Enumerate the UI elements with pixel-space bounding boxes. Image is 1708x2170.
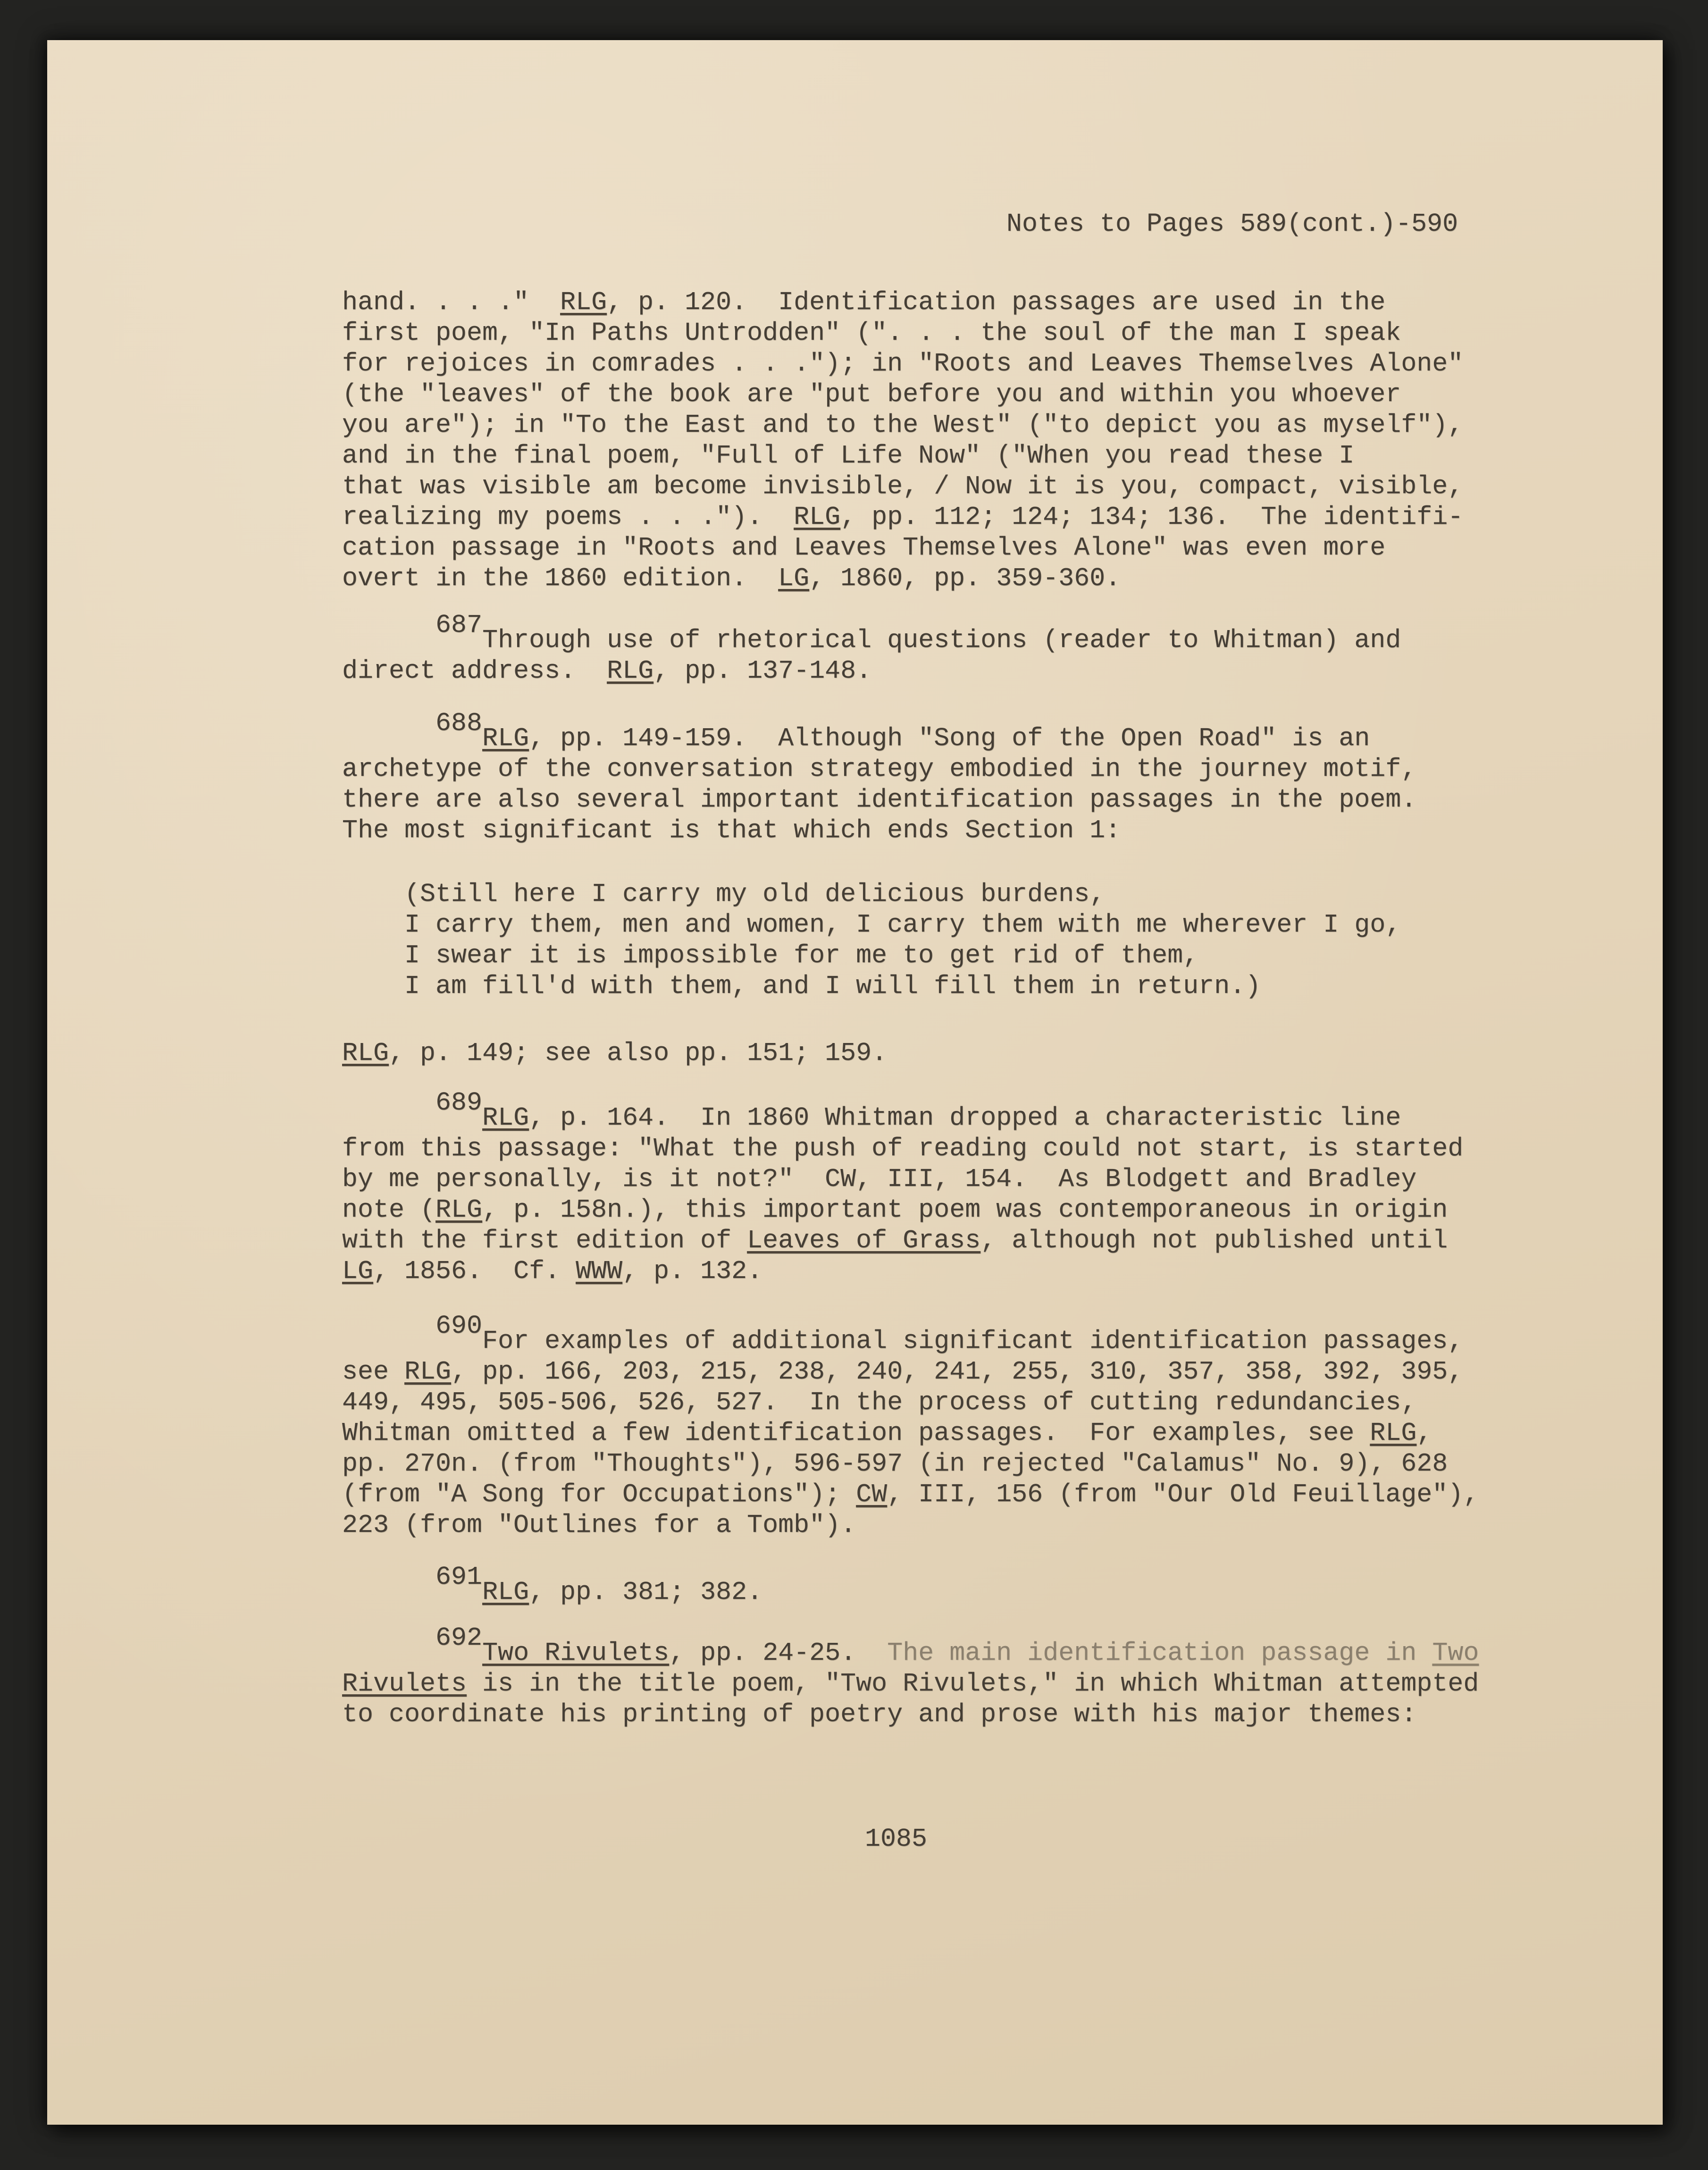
text-line	[342, 410, 1463, 440]
text-segment: for rejoices in comrades . . ."); in "Roots and Leaves Themselves Alone"	[342, 349, 1464, 378]
text-segment: , 1860, pp. 359-360.	[809, 564, 1121, 593]
text-line	[342, 971, 1401, 1001]
text-segment: overt in the 1860 edition.	[342, 564, 779, 593]
underlined-title: Leaves of Grass	[747, 1226, 981, 1255]
text-segment	[342, 1103, 435, 1133]
text-segment: Whitman omitted a few identification passages. For examples, see	[342, 1418, 1370, 1448]
text-segment: hand. . . ."	[342, 287, 561, 317]
text-segment: you are"); in "To the East and to the West" ("to depict you as myself"),	[342, 410, 1464, 440]
text-line	[342, 348, 1463, 379]
text-segment: , pp. 24-25.	[669, 1638, 887, 1668]
text-segment: archetype of the conversation strategy embodied in the journey motif,	[342, 754, 1417, 784]
text-segment: , pp. 166, 203, 215, 238, 240, 241, 255, 310, 357, 358, 392, 395,	[451, 1357, 1464, 1387]
underlined-title: RLG	[342, 1038, 389, 1068]
text-line	[342, 656, 1401, 686]
text-line	[342, 287, 1463, 318]
page-number-line	[865, 1824, 927, 1854]
footnote-688	[342, 708, 1417, 846]
underlined-title: CW	[856, 1480, 887, 1509]
text-segment: I carry them, men and women, I carry them with me wherever I go,	[342, 910, 1401, 940]
text-line	[342, 1088, 1463, 1133]
text-line	[342, 1448, 1479, 1479]
text-segment: , pp. 149-159. Although "Song of the Open Road" is an	[529, 723, 1370, 753]
text-segment: (from "A Song for Occupations");	[342, 1480, 856, 1509]
footnote-688-poem-quote	[342, 879, 1401, 1001]
text-segment: 223 (from "Outlines for a Tomb").	[342, 1510, 856, 1540]
footnote-number: 687	[435, 610, 483, 640]
text-segment: I swear it is impossible for me to get rid of them,	[342, 941, 1199, 970]
text-segment: , p. 132.	[622, 1256, 763, 1286]
text-segment: I am fill'd with them, and I will fill them in return.)	[342, 971, 1261, 1001]
underlined-title: RLG	[794, 502, 841, 532]
running-head-text: Notes to Pages 589(cont.)-590	[1006, 209, 1458, 239]
text-line	[342, 1133, 1463, 1164]
text-segment: , p. 149; see also pp. 151; 159.	[389, 1038, 887, 1068]
text-line	[342, 1699, 1479, 1730]
footnote-691	[342, 1562, 763, 1607]
text-line	[342, 1418, 1479, 1448]
text-segment: by me personally, is it not?" CW, III, 154. As Blodgett and Bradley	[342, 1164, 1417, 1194]
running-head-line	[1006, 209, 1458, 239]
text-segment: , p. 120. Identification passages are used in the	[607, 287, 1386, 317]
text-line	[342, 1623, 1479, 1668]
underlined-title: WWW	[576, 1256, 623, 1286]
text-segment: (Still here I carry my old delicious burdens,	[342, 879, 1105, 909]
text-line	[342, 440, 1463, 471]
underlined-title: LG	[778, 564, 810, 593]
underlined-title: RLG	[482, 1577, 529, 1607]
text-segment	[342, 1638, 435, 1668]
underlined-title: LG	[342, 1256, 374, 1286]
underlined-title: Two Rivulets	[482, 1638, 670, 1668]
text-segment: The most significant is that which ends Section 1:	[342, 816, 1121, 845]
footnote-number: 691	[435, 1562, 483, 1592]
text-segment: with the first edition of	[342, 1226, 747, 1255]
text-segment	[342, 723, 435, 753]
text-segment: , pp. 381; 382.	[529, 1577, 763, 1607]
footnote-689	[342, 1088, 1464, 1287]
footnote-687	[342, 610, 1401, 686]
text-line	[342, 815, 1416, 846]
text-segment	[342, 1326, 435, 1356]
footnote-number: 692	[435, 1623, 483, 1653]
text-line	[342, 379, 1463, 410]
text-segment: , III, 156 (from "Our Old Feuillage"),	[887, 1480, 1479, 1509]
footnote-number: 690	[435, 1311, 483, 1341]
text-line	[342, 879, 1401, 909]
text-segment: pp. 270n. (from "Thoughts"), 596-597 (in rejected "Calamus" No. 9), 628	[342, 1449, 1448, 1479]
footnote-number: 689	[435, 1088, 483, 1118]
underlined-title: RLG	[482, 1103, 529, 1133]
text-segment: The main identification passage in	[887, 1638, 1432, 1668]
text-segment: , p. 164. In 1860 Whitman dropped a characteristic line	[529, 1103, 1401, 1133]
text-segment: cation passage in "Roots and Leaves Themselves Alone" was even more	[342, 533, 1386, 563]
text-line	[342, 940, 1401, 971]
text-segment: ,	[1416, 1418, 1432, 1448]
text-segment: For examples of additional significant identification passages,	[482, 1326, 1464, 1356]
underlined-title: RLG	[435, 1195, 483, 1225]
text-segment: , p. 158n.), this important poem was contemporaneous in origin	[482, 1195, 1448, 1225]
text-line	[342, 1311, 1479, 1356]
page-number	[865, 1824, 927, 1854]
text-segment: there are also several important identification passages in the poem.	[342, 785, 1417, 815]
text-line	[342, 1356, 1479, 1387]
text-segment	[342, 1577, 435, 1607]
text-line	[342, 1038, 887, 1068]
text-segment: , 1856. Cf.	[373, 1256, 576, 1286]
text-line	[342, 1510, 1479, 1540]
footnote-692	[342, 1623, 1479, 1730]
text-segment: , pp. 137-148.	[653, 656, 872, 686]
text-segment: is in the title poem, "Two Rivulets," in which Whitman attempted	[467, 1669, 1479, 1699]
text-segment	[342, 625, 435, 655]
text-line	[342, 563, 1463, 594]
underlined-title: RLG	[560, 287, 607, 317]
text-segment: Through use of rhetorical questions (reader to Whitman) and	[482, 625, 1401, 655]
text-segment: to coordinate his printing of poetry and prose with his major themes:	[342, 1699, 1417, 1729]
text-line	[342, 754, 1416, 784]
text-line	[342, 502, 1463, 532]
text-line	[342, 1194, 1463, 1225]
text-line	[342, 1562, 763, 1607]
footnote-690	[342, 1311, 1479, 1540]
text-segment: direct address.	[342, 656, 607, 686]
underlined-title: RLG	[482, 723, 529, 753]
text-segment: realizing my poems . . .").	[342, 502, 794, 532]
text-segment: , pp. 112; 124; 134; 136. The identifi-	[840, 502, 1464, 532]
text-line	[342, 1387, 1479, 1418]
text-line	[342, 1256, 1463, 1287]
text-line	[342, 1225, 1463, 1256]
text-line	[342, 1479, 1479, 1510]
text-line	[342, 1668, 1479, 1699]
text-segment: and in the final poem, "Full of Life Now" ("When you read these I	[342, 441, 1355, 471]
text-segment: that was visible am become invisible, / Now it is you, compact, visible,	[342, 471, 1464, 501]
text-segment: first poem, "In Paths Untrodden" (". . . the soul of the man I speak	[342, 318, 1401, 348]
text-line	[342, 318, 1463, 348]
footnote-number: 688	[435, 708, 483, 738]
text-segment: 449, 495, 505-506, 526, 527. In the process of cutting redundancies,	[342, 1388, 1417, 1417]
text-line	[342, 708, 1416, 754]
underlined-title: RLG	[404, 1357, 452, 1387]
text-segment: from this passage: "What the push of reading could not start, is started	[342, 1134, 1464, 1163]
text-segment: , although not published until	[980, 1226, 1448, 1255]
text-segment: note (	[342, 1195, 436, 1225]
text-line	[342, 532, 1463, 563]
footnote-688-citation	[342, 1038, 887, 1068]
underlined-title: RLG	[1370, 1418, 1417, 1448]
underlined-title: RLG	[607, 656, 654, 686]
text-line	[342, 610, 1401, 656]
running-head	[1006, 209, 1458, 239]
underlined-title: Rivulets	[342, 1669, 467, 1699]
text-segment: see	[342, 1357, 405, 1387]
text-line	[342, 909, 1401, 940]
page-number-text: 1085	[865, 1824, 928, 1854]
text-line	[342, 1164, 1463, 1194]
text-line	[342, 471, 1463, 502]
paragraph-continuation	[342, 287, 1463, 594]
underlined-title: Two	[1432, 1638, 1479, 1668]
document-page	[47, 40, 1663, 2125]
text-segment: (the "leaves" of the book are "put before you and within you whoever	[342, 379, 1401, 409]
text-line	[342, 784, 1416, 815]
